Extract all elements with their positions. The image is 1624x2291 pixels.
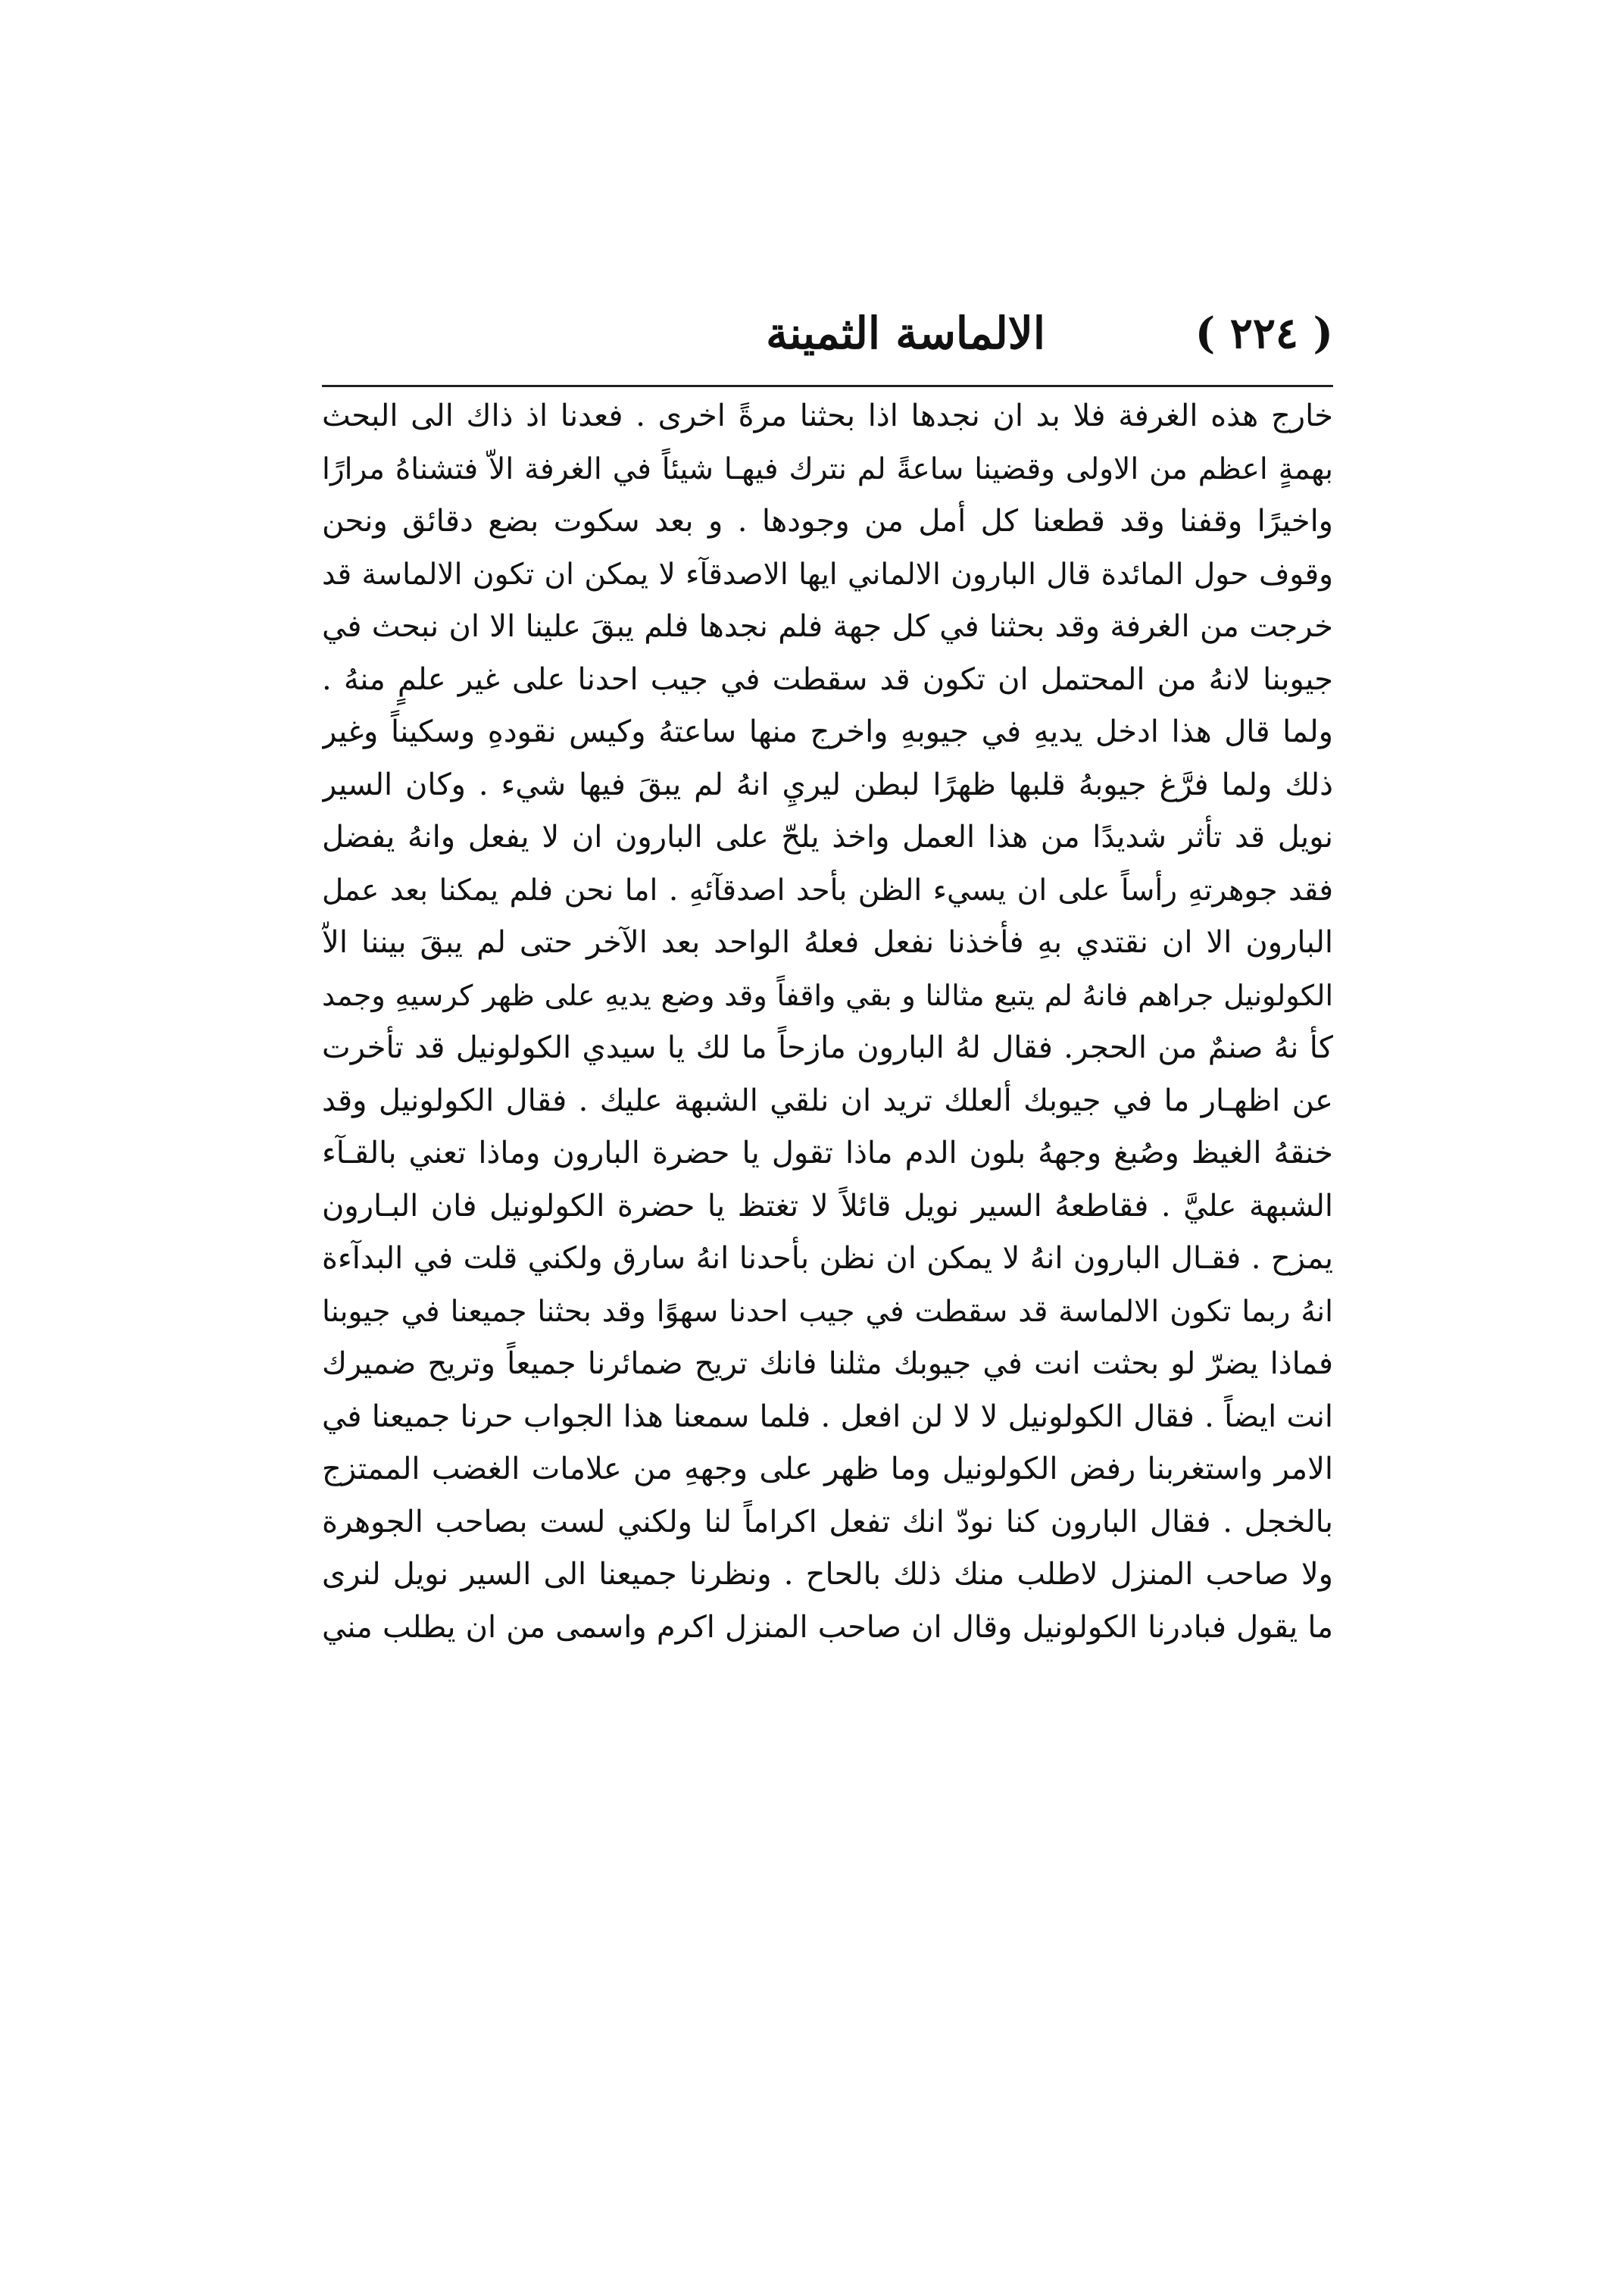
page-header [318,292,1333,375]
text-line: البارون الا ان نقتدي بهِ فأخذنا نفعل فعلهُ الواحد بعد الآخر حتى لم يبقَ بيننا الاّ [322,925,1333,960]
text-line: الامر واستغربنا رفض الكولونيل وما ظهر على وجههِ من علامات الغضب الممتزج [322,1452,1333,1486]
text-line: وقوف حول المائدة قال البارون الالماني ايها الاصدقآء لا يمكن ان تكون الالماسة قد [322,557,1333,592]
page-number: ( ٢٢٤ ) [1195,308,1333,358]
text-line: خارج هذه الغرفة فلا بد ان نجدها اذا بحثنا مرةً اخرى . فعدنا اذ ذاك الى البحث [322,399,1333,433]
text-line: كأ نهُ صنمٌ من الحجر. فقال لهُ البارون مازحاً ما لك يا سيدي الكولونيل قد تأخرت [322,1030,1333,1065]
text-line: بالخجل . فقال البارون كنا نودّ انك تفعل اكراماً لنا ولكني لست بصاحب الجوهرة [322,1504,1333,1539]
body-text [322,390,1333,1654]
text-line: واخيرًا وقفنا وقد قطعنا كل أمل من وجودها . و بعد سكوت بضع دقائق ونحن [322,504,1333,539]
text-line: انت ايضاً . فقال الكولونيل لا لا لن افعل . فلما سمعنا هذا الجواب حرنا جميعنا في [322,1399,1333,1434]
text-line: انهُ ربما تكون الالماسة قد سقطت في جيب احدنا سهوًا وقد بحثنا جميعنا في جيوبنا [322,1294,1333,1329]
text-line: جيوبنا لانهُ من المحتمل ان تكون قد سقطت في جيب احدنا على غير علمٍ منهُ . [322,661,1333,697]
text-line: ولما قال هذا ادخل يديهِ في جيوبهِ واخرج منها ساعتهُ وكيس نقودهِ وسكيناً وغير [322,714,1333,749]
text-line: عن اظهـار ما في جيوبك ألعلك تريد ان نلقي الشبهة عليك . فقال الكولونيل وقد [322,1083,1333,1118]
text-line: الشبهة عليَّ . فقاطعهُ السير نويل قائلاً لا تغتظ يا حضرة الكولونيل فان البـارون [322,1188,1333,1224]
running-title: الالماسة الثمينة [766,308,1045,359]
text-line: خرجت من الغرفة وقد بحثنا في كل جهة فلم نجدها فلم يبقَ علينا الا ان نبحث في [322,609,1333,644]
text-line: فماذا يضرّ لو بحثت انت في جيوبك مثلنا فانك تريح ضمائرنا جميعاً وتريح ضميرك [322,1346,1333,1381]
text-line: الكولونيل جراهم فانهُ لم يتبع مثالنا و بقي واقفاً وقد وضع يديهِ على ظهر كرسيهِ وجمد [322,978,1333,1012]
text-line: ما يقول فبادرنا الكولونيل وقال ان صاحب المنزل اكرم واسمى من ان يطلب مني [322,1609,1333,1645]
text-line: ذلك ولما فرَّغ جيوبهُ قلبها ظهرًا لبطن ليريِ انهُ لم يبقَ فيها شيء . وكان السير [322,767,1333,802]
text-line: فقد جوهرتهِ رأساً على ان يسيء الظن بأحد اصدقآئهِ . اما نحن فلم يمكنا بعد عمل [322,873,1333,908]
header-rule [322,385,1333,387]
text-line: ولا صاحب المنزل لاطلب منك ذلك بالحاح . ونظرنا جميعنا الى السير نويل لنرى [322,1557,1333,1592]
text-line: يمزح . فقـال البارون انهُ لا يمكن ان نظن بأحدنا انهُ سارق ولكني قلت في البدآءة [322,1241,1333,1276]
text-line: بهمةٍ اعظم من الاولى وقضينا ساعةً لم نترك فيهـا شيئاً في الغرفة الاّ فتشناهُ مرارًا [322,452,1333,486]
text-line: نويل قد تأثر شديدًا من هذا العمل واخذ يلحّ على البارون ان لا يفعل وانهُ يفضل [322,820,1333,855]
text-line: خنقهُ الغيظ وصُبغ وجههُ بلون الدم ماذا تقول يا حضرة البارون وماذا تعني بالقـآء [322,1136,1333,1171]
